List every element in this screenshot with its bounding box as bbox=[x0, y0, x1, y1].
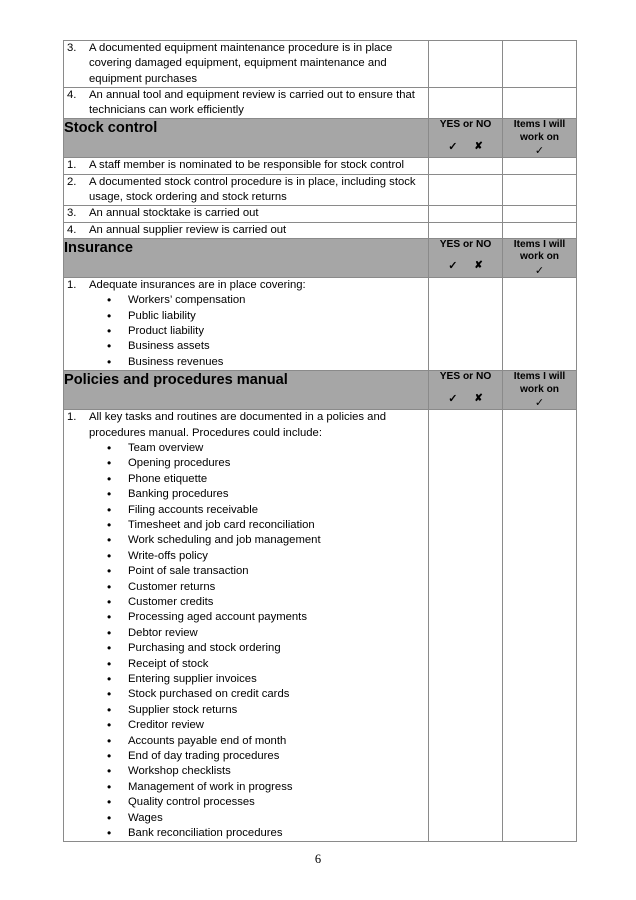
list-item bbox=[64, 355, 428, 370]
yes-no-answer-cell[interactable] bbox=[429, 277, 503, 370]
bullet-icon: • bbox=[107, 687, 112, 702]
bullet-text: Accounts payable end of month bbox=[128, 734, 287, 747]
bullet-text: Entering supplier invoices bbox=[128, 672, 257, 685]
list-item bbox=[64, 672, 428, 687]
yes-no-answer-cell[interactable] bbox=[429, 410, 503, 842]
item-text: An annual tool and equipment review is carried out to ensure that technicians can work efficiently bbox=[89, 88, 415, 117]
items-to-work-on-cell[interactable] bbox=[503, 277, 577, 370]
checklist-item bbox=[64, 278, 428, 293]
item-number: 1. bbox=[67, 278, 77, 291]
yes-no-answer-cell[interactable] bbox=[429, 158, 503, 174]
bullet-icon: • bbox=[107, 324, 112, 339]
bullet-text: Team overview bbox=[128, 441, 204, 454]
yes-no-marks bbox=[429, 260, 502, 272]
bullet-icon: • bbox=[107, 702, 112, 717]
bullet-icon: • bbox=[107, 548, 112, 563]
item-number: 4. bbox=[67, 223, 77, 236]
items-to-work-on-column-header bbox=[503, 371, 577, 410]
bullet-icon: • bbox=[107, 733, 112, 748]
list-item bbox=[64, 293, 428, 308]
bullet-icon: • bbox=[107, 502, 112, 517]
bullet-text: Product liability bbox=[128, 325, 204, 338]
checklist-item bbox=[64, 410, 428, 441]
bullet-icon: • bbox=[107, 610, 112, 625]
yes-no-column-header bbox=[429, 371, 503, 410]
cross-icon: ✘ bbox=[474, 392, 483, 404]
bullet-text: Purchasing and stock ordering bbox=[128, 642, 281, 655]
checklist-item bbox=[64, 175, 428, 206]
bullet-icon: • bbox=[107, 354, 112, 369]
checklist-item bbox=[64, 158, 428, 173]
bullet-icon: • bbox=[107, 826, 112, 841]
checklist-item bbox=[64, 223, 428, 238]
items-to-work-on-cell[interactable] bbox=[503, 222, 577, 238]
list-item bbox=[64, 487, 428, 502]
bullet-text: Public liability bbox=[128, 309, 196, 322]
cross-icon: ✘ bbox=[474, 260, 483, 272]
bullet-text: Bank reconciliation procedures bbox=[128, 827, 283, 840]
list-item bbox=[64, 339, 428, 354]
bullet-text: Banking procedures bbox=[128, 488, 229, 501]
checklist-item bbox=[64, 88, 428, 119]
item-text: All key tasks and routines are documented in a policies and procedures manual. Procedures could include: bbox=[89, 411, 387, 439]
items-label-line1: Items I will bbox=[513, 119, 566, 131]
bullet-icon: • bbox=[107, 671, 112, 686]
section-title: Policies and procedures manual bbox=[64, 372, 288, 389]
bullet-text: Supplier stock returns bbox=[128, 703, 238, 716]
item-text: A documented equipment maintenance procedure is in place covering damaged equipment, equipment maintenance and equipment purchases bbox=[89, 42, 393, 85]
list-item bbox=[64, 324, 428, 339]
items-label-line1: Items I will bbox=[513, 371, 566, 383]
bullet-text: Customer credits bbox=[128, 595, 214, 608]
bullet-text: Quality control processes bbox=[128, 796, 255, 809]
bullet-icon: • bbox=[107, 564, 112, 579]
items-to-work-on-cell[interactable] bbox=[503, 41, 577, 88]
checklist-row bbox=[64, 277, 577, 370]
list-item bbox=[64, 734, 428, 749]
list-item bbox=[64, 657, 428, 672]
checklist-row bbox=[64, 222, 577, 238]
checklist-row bbox=[64, 410, 577, 842]
items-to-work-on-column-header bbox=[503, 238, 577, 277]
items-to-work-on-cell[interactable] bbox=[503, 87, 577, 119]
item-text: An annual supplier review is carried out bbox=[89, 223, 287, 236]
bullet-text: Business revenues bbox=[128, 355, 224, 368]
check-icon: ✓ bbox=[448, 260, 458, 273]
yes-or-no-label: YES or NO bbox=[439, 238, 492, 250]
bullet-text: Receipt of stock bbox=[128, 657, 209, 670]
bullet-icon: • bbox=[107, 339, 112, 354]
bullet-icon: • bbox=[107, 749, 112, 764]
cross-icon: ✘ bbox=[474, 140, 483, 152]
check-icon: ✓ bbox=[534, 397, 545, 410]
list-item bbox=[64, 595, 428, 610]
list-item bbox=[64, 441, 428, 456]
item-text: A documented stock control procedure is in place, including stock usage, stock ordering and stock returns bbox=[89, 175, 416, 204]
bullet-text: Processing aged account payments bbox=[128, 611, 307, 624]
items-label-line2: work on bbox=[519, 251, 560, 263]
bullet-text: Timesheet and job card reconciliation bbox=[128, 518, 315, 531]
bullet-text: Write-offs policy bbox=[128, 549, 208, 562]
bullet-icon: • bbox=[107, 594, 112, 609]
checklist-item bbox=[64, 206, 428, 221]
section-title-cell bbox=[64, 371, 429, 410]
list-item bbox=[64, 641, 428, 656]
bullet-icon: • bbox=[107, 579, 112, 594]
list-item bbox=[64, 718, 428, 733]
checklist-row bbox=[64, 158, 577, 174]
checklist-item-cell bbox=[64, 41, 429, 88]
yes-or-no-label: YES or NO bbox=[439, 119, 492, 131]
bullet-icon: • bbox=[107, 718, 112, 733]
bullet-text: Filing accounts receivable bbox=[128, 503, 258, 516]
item-number: 3. bbox=[67, 207, 77, 220]
item-bullet-list bbox=[64, 293, 428, 370]
checklist-item bbox=[64, 41, 428, 87]
yes-no-column-header bbox=[429, 238, 503, 277]
list-item bbox=[64, 549, 428, 564]
items-label-line2: work on bbox=[519, 131, 560, 143]
bullet-icon: • bbox=[107, 533, 112, 548]
items-label-line1: Items I will bbox=[513, 238, 566, 250]
bullet-text: Business assets bbox=[128, 340, 210, 353]
bullet-icon: • bbox=[107, 810, 112, 825]
yes-no-answer-cell[interactable] bbox=[429, 41, 503, 88]
section-title-cell bbox=[64, 238, 429, 277]
bullet-text: Customer returns bbox=[128, 580, 216, 593]
list-item bbox=[64, 626, 428, 641]
list-item bbox=[64, 472, 428, 487]
bullet-icon: • bbox=[107, 779, 112, 794]
list-item bbox=[64, 795, 428, 810]
items-to-work-on-cell[interactable] bbox=[503, 174, 577, 206]
item-number: 1. bbox=[67, 411, 77, 424]
list-item bbox=[64, 309, 428, 324]
bullet-icon: • bbox=[107, 656, 112, 671]
checklist-row bbox=[64, 41, 577, 88]
section-header-row bbox=[64, 371, 577, 410]
list-item bbox=[64, 811, 428, 826]
list-item bbox=[64, 610, 428, 625]
section-header-row bbox=[64, 119, 577, 158]
bullet-icon: • bbox=[107, 641, 112, 656]
check-icon: ✓ bbox=[448, 140, 458, 153]
bullet-text: Debtor review bbox=[128, 626, 198, 639]
yes-no-answer-cell[interactable] bbox=[429, 206, 503, 222]
bullet-text: End of day trading procedures bbox=[128, 750, 280, 763]
bullet-icon: • bbox=[107, 293, 112, 308]
checklist-item-cell bbox=[64, 222, 429, 238]
list-item bbox=[64, 687, 428, 702]
bullet-text: Work scheduling and job management bbox=[128, 534, 321, 547]
item-number: 3. bbox=[67, 42, 77, 54]
list-item bbox=[64, 564, 428, 579]
bullet-text: Point of sale transaction bbox=[128, 565, 249, 578]
checklist-item-cell bbox=[64, 277, 429, 370]
bullet-text: Workers’ compensation bbox=[128, 294, 246, 307]
bullet-text: Phone etiquette bbox=[128, 472, 208, 485]
bullet-text: Workshop checklists bbox=[128, 765, 231, 778]
bullet-icon: • bbox=[107, 795, 112, 810]
list-item bbox=[64, 456, 428, 471]
item-bullet-list bbox=[64, 441, 428, 842]
bullet-icon: • bbox=[107, 487, 112, 502]
items-to-work-on-cell[interactable] bbox=[503, 410, 577, 842]
checklist-item-cell bbox=[64, 206, 429, 222]
item-text: A staff member is nominated to be responsible for stock control bbox=[89, 159, 405, 172]
item-number: 4. bbox=[67, 88, 77, 101]
bullet-icon: • bbox=[107, 456, 112, 471]
yes-no-answer-cell[interactable] bbox=[429, 222, 503, 238]
bullet-text: Opening procedures bbox=[128, 457, 231, 470]
item-text: An annual stocktake is carried out bbox=[89, 207, 259, 220]
list-item bbox=[64, 749, 428, 764]
yes-no-column-header bbox=[429, 119, 503, 158]
check-icon: ✓ bbox=[534, 264, 545, 277]
yes-no-answer-cell[interactable] bbox=[429, 87, 503, 119]
yes-no-answer-cell[interactable] bbox=[429, 174, 503, 206]
checklist-row bbox=[64, 206, 577, 222]
list-item bbox=[64, 826, 428, 841]
page-number: 6 bbox=[314, 852, 322, 866]
bullet-icon: • bbox=[107, 517, 112, 532]
bullet-icon: • bbox=[107, 308, 112, 323]
bullet-icon: • bbox=[107, 764, 112, 779]
items-to-work-on-cell[interactable] bbox=[503, 158, 577, 174]
section-title: Insurance bbox=[64, 239, 133, 256]
bullet-text: Creditor review bbox=[128, 719, 204, 732]
list-item bbox=[64, 503, 428, 518]
yes-or-no-label: YES or NO bbox=[439, 371, 492, 383]
items-to-work-on-column-header bbox=[503, 119, 577, 158]
section-title-cell bbox=[64, 119, 429, 158]
list-item bbox=[64, 780, 428, 795]
list-item bbox=[64, 533, 428, 548]
business-checklist-table bbox=[63, 40, 577, 842]
item-text: Adequate insurances are in place covering: bbox=[89, 278, 306, 291]
checklist-item-cell bbox=[64, 410, 429, 842]
item-number: 1. bbox=[67, 159, 77, 172]
check-icon: ✓ bbox=[534, 145, 545, 158]
items-label-line2: work on bbox=[519, 383, 560, 395]
check-icon: ✓ bbox=[448, 392, 458, 405]
yes-no-marks bbox=[429, 393, 502, 405]
item-number: 2. bbox=[67, 175, 77, 188]
bullet-text: Management of work in progress bbox=[128, 780, 293, 793]
list-item bbox=[64, 518, 428, 533]
bullet-text: Stock purchased on credit cards bbox=[128, 688, 290, 701]
bullet-icon: • bbox=[107, 440, 112, 455]
bullet-text: Wages bbox=[128, 811, 163, 824]
yes-no-marks bbox=[429, 141, 502, 153]
section-header-row bbox=[64, 238, 577, 277]
list-item bbox=[64, 764, 428, 779]
checklist-row bbox=[64, 174, 577, 206]
bullet-icon: • bbox=[107, 625, 112, 640]
checklist-item-cell bbox=[64, 87, 429, 119]
list-item bbox=[64, 703, 428, 718]
list-item bbox=[64, 580, 428, 595]
checklist-row bbox=[64, 87, 577, 119]
bullet-icon: • bbox=[107, 471, 112, 486]
items-to-work-on-cell[interactable] bbox=[503, 206, 577, 222]
checklist-item-cell bbox=[64, 158, 429, 174]
section-title: Stock control bbox=[64, 120, 158, 137]
checklist-item-cell bbox=[64, 174, 429, 206]
